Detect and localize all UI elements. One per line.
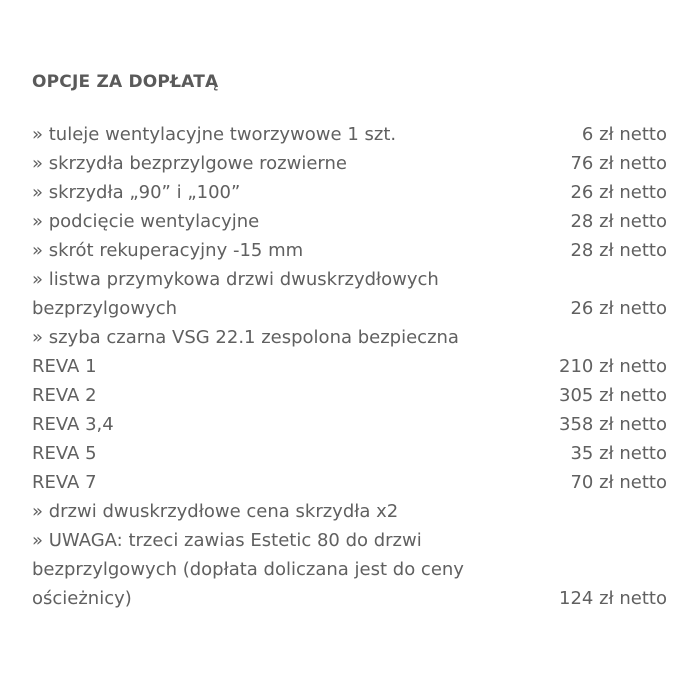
option-row: [32, 439, 667, 468]
option-price: 76 zł netto: [570, 153, 667, 174]
option-row: [32, 526, 667, 613]
option-label: » UWAGA: trzeci zawias Estetic 80 do drzwi bezprzylgowych (dopłata doliczana jest do ceny ościeżnicy): [32, 530, 464, 609]
option-label: » skrzydła bezprzylgowe rozwierne: [32, 153, 347, 174]
option-price: 35 zł netto: [570, 443, 667, 464]
option-row: [32, 323, 667, 352]
option-row: [32, 497, 667, 526]
option-row: [32, 381, 667, 410]
option-row: [32, 265, 667, 323]
option-row: [32, 352, 667, 381]
option-row: [32, 410, 667, 439]
option-price: 6 zł netto: [581, 124, 667, 145]
option-label: REVA 5: [32, 443, 97, 464]
option-row: [32, 120, 667, 149]
option-price: 358 zł netto: [559, 414, 667, 435]
option-label: REVA 2: [32, 385, 97, 406]
option-price: 28 zł netto: [570, 211, 667, 232]
option-price: 28 zł netto: [570, 240, 667, 261]
option-label: » szyba czarna VSG 22.1 zespolona bezpieczna: [32, 327, 459, 348]
option-label: REVA 1: [32, 356, 97, 377]
option-label: REVA 3,4: [32, 414, 114, 435]
option-price: 305 zł netto: [559, 385, 667, 406]
option-label: » skrót rekuperacyjny -15 mm: [32, 240, 304, 261]
options-list: [32, 120, 667, 613]
option-row: [32, 236, 667, 265]
options-section: [32, 68, 667, 613]
option-row: [32, 468, 667, 497]
option-price: 124 zł netto: [559, 588, 667, 609]
option-price: 70 zł netto: [570, 472, 667, 493]
option-price: 26 zł netto: [570, 182, 667, 203]
option-label: » listwa przymykowa drzwi dwuskrzydłowych bezprzylgowych: [32, 269, 439, 319]
option-row: [32, 207, 667, 236]
option-price: 210 zł netto: [559, 356, 667, 377]
section-title: OPCJE ZA DOPŁATĄ: [32, 72, 219, 92]
option-row: [32, 178, 667, 207]
option-row: [32, 149, 667, 178]
option-price: 26 zł netto: [570, 298, 667, 319]
option-label: REVA 7: [32, 472, 97, 493]
option-label: » tuleje wentylacyjne tworzywowe 1 szt.: [32, 124, 397, 145]
option-label: » skrzydła „90” i „100”: [32, 182, 241, 203]
option-label: » drzwi dwuskrzydłowe cena skrzydła x2: [32, 501, 399, 522]
option-label: » podcięcie wentylacyjne: [32, 211, 260, 232]
